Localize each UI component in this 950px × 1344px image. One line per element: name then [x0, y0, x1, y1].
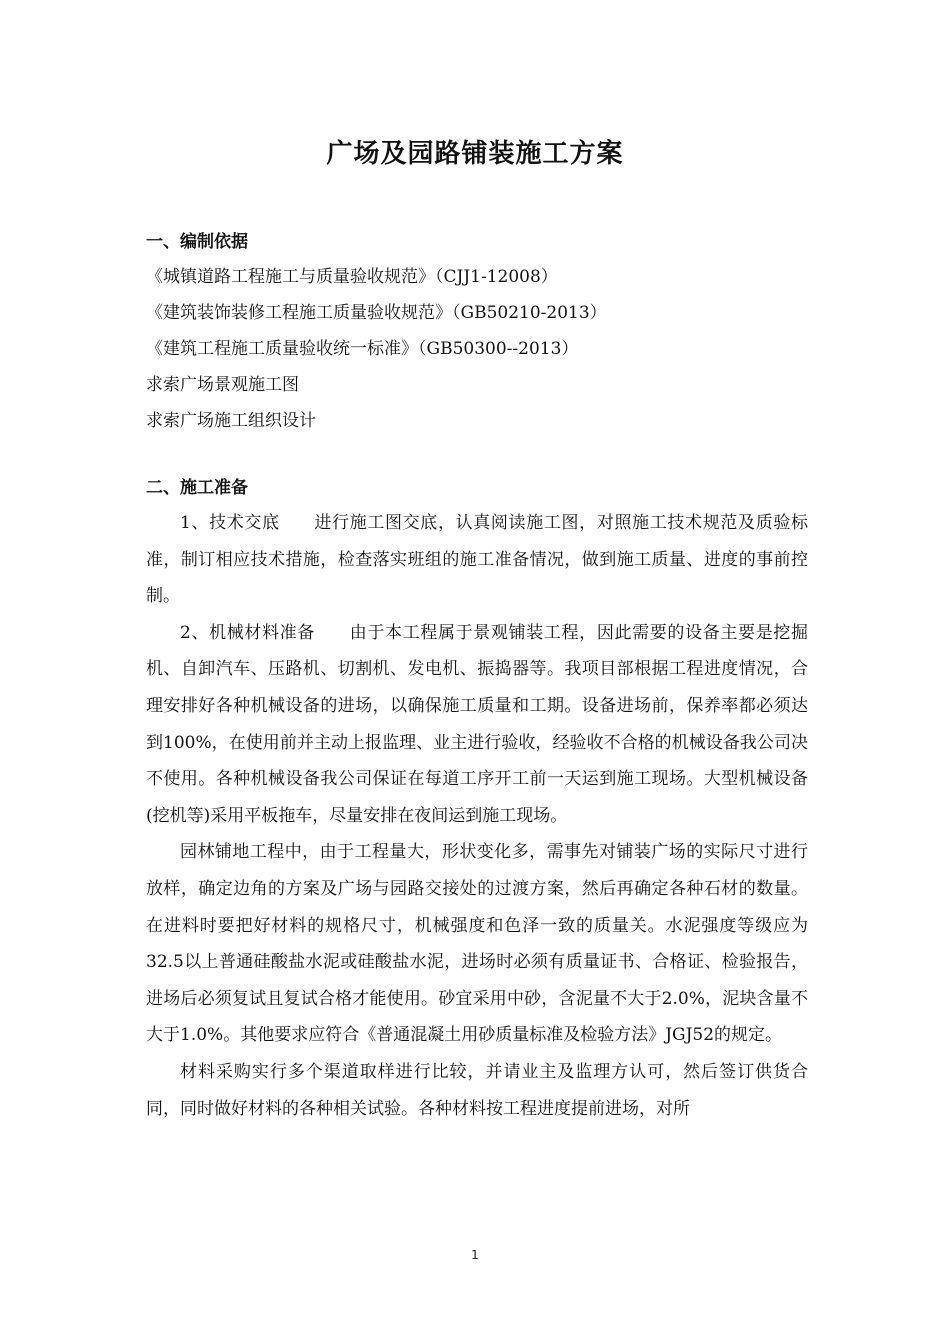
- document-title: 广场及园路铺装施工方案: [326, 139, 624, 169]
- paragraph-technical-briefing: [146, 505, 808, 615]
- section-heading-basis: 一、编制依据: [146, 232, 248, 252]
- paragraph-machinery-materials: [146, 615, 808, 835]
- section-basis: [146, 225, 808, 439]
- paragraph-lead-term: 1、技术交底: [180, 513, 280, 533]
- page-number: 1: [471, 1248, 479, 1262]
- section-heading-preparation: 二、施工准备: [146, 478, 248, 498]
- paragraph-lead-term: 2、机械材料准备: [180, 622, 316, 643]
- reference-item: 《建筑装饰装修工程施工质量验收规范》（GB50210-2013）: [146, 303, 607, 323]
- section-spacer: [146, 439, 808, 471]
- paragraph-material-procurement: 材料采购实行多个渠道取样进行比较，并请业主及监理方认可，然后签订供货合同，同时做好材料的各种相关试验。各种材料按工程进度提前进场，对所: [146, 1061, 808, 1119]
- section-preparation: [146, 471, 808, 1127]
- paragraph-text: 由于本工程属于景观铺装工程，因此需要的设备主要是挖掘机、自卸汽车、压路机、切割机、发电机、振捣器等。我项目部根据工程进度情况，合理安排好各种机械设备的进场，以确保施工质量和工期。设备进场前，保养率都必须达到100%，在使用前并主动上报监理、业主进行验收，经验收不合格的机械设备我公司决不使用。各种机械设备我公司保证在每道工序开工前一天运到施工现场。大型机械设备(挖机等)采用平板拖车，尽量安排在夜间运到施工现场。: [146, 622, 809, 826]
- paragraph-text: 进行施工图交底，认真阅读施工图，对照施工技术规范及质验标准，制订相应技术措施，检查落实班组的施工准备情况，做到施工质量、进度的事前控制。: [146, 513, 808, 607]
- reference-item: 求索广场施工组织设计: [146, 411, 316, 431]
- paragraph-paving-layout: 园林铺地工程中，由于工程量大，形状变化多，需事先对铺装广场的实际尺寸进行放样，确定边角的方案及广场与园路交接处的过渡方案，然后再确定各种石材的数量。在进料时要把好材料的规格尺寸，机械强度和色泽一致的质量关。水泥强度等级应为32.5以上普通硅酸盐水泥或硅酸盐水泥，进场时必须有质量证书、合格证、检验报告，进场后必须复试且复试合格才能使用。砂宜采用中砂，含泥量不大于2.0%，泥块含量不大于1.0%。其他要求应符合《普通混凝土用砂质量标准及检验方法》JGJ52的规定。: [146, 842, 808, 1046]
- reference-item: 《建筑工程施工质量验收统一标准》（GB50300--2013）: [146, 339, 579, 359]
- reference-item: 《城镇道路工程施工与质量验收规范》（CJJ1-12008）: [146, 267, 558, 287]
- reference-item: 求索广场景观施工图: [146, 375, 299, 395]
- document-body: [146, 225, 808, 1127]
